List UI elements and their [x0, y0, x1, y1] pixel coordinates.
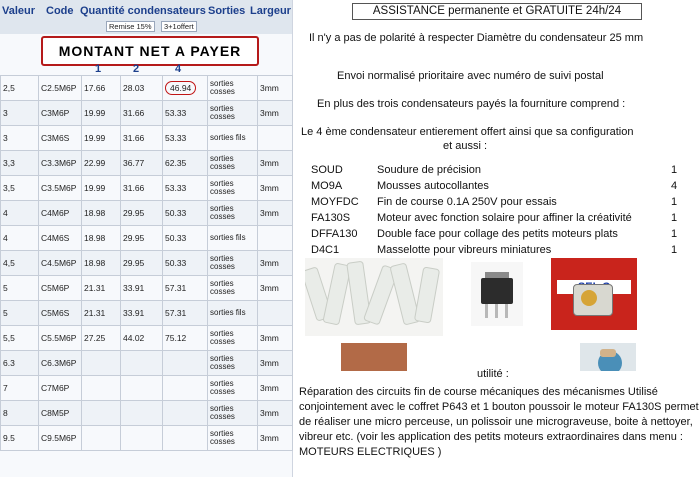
table-row [1, 151, 293, 176]
cell-valeur: 9.5 [1, 426, 39, 451]
cell-code: C2.5M6P [39, 76, 82, 101]
feature-code: SOUD [311, 164, 343, 176]
cell-sorties: sorties fils [208, 226, 258, 251]
cell-qty-2 [121, 426, 163, 451]
cell-qty-4 [163, 401, 208, 426]
cell-code: C7M6P [39, 376, 82, 401]
cell-sorties: sorties cosses [208, 276, 258, 301]
cell-qty-2: 28.03 [121, 76, 163, 101]
cell-qty-4 [163, 76, 208, 101]
cell-largeur: 3mm [258, 426, 293, 451]
cell-qty-4: 53.33 [163, 176, 208, 201]
cell-valeur: 3,5 [1, 176, 39, 201]
cell-qty-4 [163, 426, 208, 451]
table-row [1, 101, 293, 126]
cell-qty-1: 17.66 [82, 76, 121, 101]
cell-valeur: 3 [1, 126, 39, 151]
cell-largeur: 3mm [258, 276, 293, 301]
cell-qty-1 [82, 376, 121, 401]
cell-code: C4.5M6P [39, 251, 82, 276]
cell-sorties: sorties cosses [208, 176, 258, 201]
quantity-column-numbers [0, 63, 292, 75]
cell-qty-4 [163, 376, 208, 401]
feature-item [311, 180, 678, 192]
cell-valeur: 4 [1, 201, 39, 226]
cell-code: C8M5P [39, 401, 82, 426]
cell-largeur: 3mm [258, 201, 293, 226]
header-sorties: Sorties [208, 5, 246, 17]
cell-qty-2: 33.91 [121, 301, 163, 326]
feature-code: D4C1 [311, 244, 340, 256]
header-quantite: Quantité condensateurs [80, 5, 206, 17]
feature-desc: Double face pour collage des petits moteurs plats [377, 228, 618, 240]
cell-qty-1 [82, 426, 121, 451]
table-row [1, 276, 293, 301]
feature-code: MO9A [311, 180, 343, 192]
cell-qty-2 [121, 401, 163, 426]
cell-sorties: sorties cosses [208, 326, 258, 351]
feature-qty: 4 [671, 180, 678, 192]
cell-qty-4: 57.31 [163, 301, 208, 326]
cell-code: C4M6S [39, 226, 82, 251]
header-valeur: Valeur [2, 5, 36, 17]
cell-code: C5M6P [39, 276, 82, 301]
cell-qty-2: 29.95 [121, 201, 163, 226]
info-panel [293, 0, 700, 483]
cell-qty-1: 27.25 [82, 326, 121, 351]
description-paragraph: Réparation des circuits fin de course mécaniques des mécanismes Utilisé conjointement avec le coffret P643 et 1 bouton poussoir le moteur FA130S permet de réaliser une micro perceuse, un polissoir une micrograveuse, boite à nettoyer, vibreur etc. (voir les application des petits moteurs extraordinaires dans menu : MOTEURS ELECTRIQUES ) [299, 386, 699, 458]
cell-code: C3.5M6P [39, 176, 82, 201]
cell-qty-1 [82, 401, 121, 426]
cell-qty-2: 31.66 [121, 126, 163, 151]
cell-sorties: sorties cosses [208, 201, 258, 226]
cell-qty-2 [121, 376, 163, 401]
cell-valeur: 5 [1, 301, 39, 326]
cell-qty-4: 53.33 [163, 101, 208, 126]
table-row [1, 76, 293, 101]
feature-item [311, 164, 678, 176]
header-code: Code [46, 5, 74, 17]
offert-label: 3+1offert [161, 21, 197, 32]
cell-sorties: sorties cosses [208, 426, 258, 451]
feature-code: MOYFDC [311, 196, 359, 208]
cell-valeur: 3,3 [1, 151, 39, 176]
cell-sorties: sorties cosses [208, 401, 258, 426]
cell-qty-4: 50.33 [163, 201, 208, 226]
cell-valeur: 6.3 [1, 351, 39, 376]
assistance-box: ASSISTANCE permanente et GRATUITE 24h/24 [352, 3, 642, 20]
cell-qty-2: 29.95 [121, 251, 163, 276]
utilite-label: utilité : [477, 368, 509, 380]
cell-largeur: 3mm [258, 351, 293, 376]
cell-valeur: 8 [1, 401, 39, 426]
table-row [1, 351, 293, 376]
vibrator-weight-image [580, 343, 636, 371]
cell-code: C5.5M6P [39, 326, 82, 351]
feature-item [311, 244, 678, 256]
cell-qty-1: 19.99 [82, 176, 121, 201]
cell-qty-2: 33.91 [121, 276, 163, 301]
polarite-line: Il n'y a pas de polarité à respecter Diamètre du condensateur 25 mm [309, 32, 644, 44]
cell-qty-4: 50.33 [163, 251, 208, 276]
montant-banner: MONTANT NET A PAYER [41, 36, 259, 66]
quatrieme-line: Le 4 ème condensateur entierement offert ainsi que sa configuration [301, 126, 634, 138]
price-grid [0, 75, 293, 451]
feature-qty: 1 [671, 196, 678, 208]
cell-sorties: sorties fils [208, 126, 258, 151]
cell-largeur: 3mm [258, 76, 293, 101]
col-number-1: 1 [95, 63, 102, 75]
cell-largeur [258, 301, 293, 326]
feature-code: FA130S [311, 212, 351, 224]
cell-sorties: sorties cosses [208, 351, 258, 376]
feature-qty: 1 [671, 228, 678, 240]
feature-desc: Moteur avec fonction solaire pour affiner la créativité [377, 212, 632, 224]
cell-valeur: 4 [1, 226, 39, 251]
et-aussi-line: et aussi : [443, 140, 488, 152]
cell-qty-2: 29.95 [121, 226, 163, 251]
motor-logo-image [551, 258, 637, 330]
feature-item [311, 212, 678, 224]
cell-code: C3M6P [39, 101, 82, 126]
table-row [1, 201, 293, 226]
cell-largeur: 3mm [258, 101, 293, 126]
cell-qty-4: 57.31 [163, 276, 208, 301]
cell-qty-1: 22.99 [82, 151, 121, 176]
cell-largeur: 3mm [258, 151, 293, 176]
cell-largeur: 3mm [258, 401, 293, 426]
cell-code: C9.5M6P [39, 426, 82, 451]
cell-sorties: sorties cosses [208, 101, 258, 126]
en-plus-line: En plus des trois condensateurs payés la fourniture comprend : [317, 98, 626, 110]
remise-label: Remise 15% [106, 21, 155, 32]
table-row [1, 376, 293, 401]
table-row [1, 176, 293, 201]
feature-qty: 1 [671, 212, 678, 224]
cell-valeur: 5,5 [1, 326, 39, 351]
cell-valeur: 4,5 [1, 251, 39, 276]
feature-code: DFFA130 [311, 228, 358, 240]
cell-qty-1: 18.98 [82, 226, 121, 251]
cell-qty-4: 50.33 [163, 226, 208, 251]
cell-qty-1: 19.99 [82, 101, 121, 126]
feature-qty: 1 [671, 244, 678, 256]
cell-qty-2: 31.66 [121, 101, 163, 126]
cell-qty-2 [121, 351, 163, 376]
cell-valeur: 3 [1, 101, 39, 126]
cell-largeur: 3mm [258, 376, 293, 401]
feature-item [311, 196, 678, 208]
table-row [1, 251, 293, 276]
table-row [1, 126, 293, 151]
cell-qty-1: 19.99 [82, 126, 121, 151]
cell-code: C3M6S [39, 126, 82, 151]
motor-gear-icon [581, 290, 597, 306]
cell-code: C4M6P [39, 201, 82, 226]
cell-valeur: 2,5 [1, 76, 39, 101]
feature-desc: Fin de course 0.1A 250V pour essais [377, 196, 557, 208]
feature-desc: Mousses autocollantes [377, 180, 489, 192]
feature-item [311, 228, 678, 240]
cell-sorties: sorties cosses [208, 76, 258, 101]
feature-desc: Masselotte pour vibreurs miniatures [377, 244, 552, 256]
feature-qty: 1 [671, 164, 678, 176]
envoi-line: Envoi normalisé prioritaire avec numéro de suivi postal [337, 70, 604, 82]
table-header [0, 0, 292, 34]
double-face-swatch [341, 343, 407, 371]
table-row [1, 401, 293, 426]
cell-valeur: 5 [1, 276, 39, 301]
cell-qty-1: 18.98 [82, 201, 121, 226]
feature-desc: Soudure de précision [377, 164, 481, 176]
cell-qty-4: 53.33 [163, 126, 208, 151]
cell-largeur: 3mm [258, 176, 293, 201]
cell-code: C5M6S [39, 301, 82, 326]
cell-qty-1 [82, 351, 121, 376]
cell-qty-4: 75.12 [163, 326, 208, 351]
table-row [1, 426, 293, 451]
cell-largeur [258, 226, 293, 251]
header-largeur: Largeur [250, 5, 291, 17]
cell-valeur: 7 [1, 376, 39, 401]
cell-largeur: 3mm [258, 326, 293, 351]
cell-qty-1: 21.31 [82, 276, 121, 301]
cell-qty-2: 36.77 [121, 151, 163, 176]
cell-sorties: sorties cosses [208, 251, 258, 276]
cell-sorties: sorties fils [208, 301, 258, 326]
col-number-2: 2 [133, 63, 140, 75]
table-row [1, 226, 293, 251]
cell-code: C3.3M6P [39, 151, 82, 176]
limit-switch-image [471, 262, 523, 326]
cell-qty-2: 31.66 [121, 176, 163, 201]
cell-qty-1: 18.98 [82, 251, 121, 276]
cell-qty-1: 21.31 [82, 301, 121, 326]
foam-pads-image [305, 258, 443, 336]
cell-largeur: 3mm [258, 251, 293, 276]
table-row [1, 326, 293, 351]
highlighted-price: 46.94 [165, 81, 196, 95]
cell-qty-4: 62.35 [163, 151, 208, 176]
cell-qty-4 [163, 351, 208, 376]
cell-code: C6.3M6P [39, 351, 82, 376]
table-row [1, 301, 293, 326]
price-table-panel [0, 0, 293, 477]
col-number-4: 4 [175, 63, 182, 75]
cell-sorties: sorties cosses [208, 151, 258, 176]
cell-largeur [258, 126, 293, 151]
cell-qty-2: 44.02 [121, 326, 163, 351]
cell-sorties: sorties cosses [208, 376, 258, 401]
